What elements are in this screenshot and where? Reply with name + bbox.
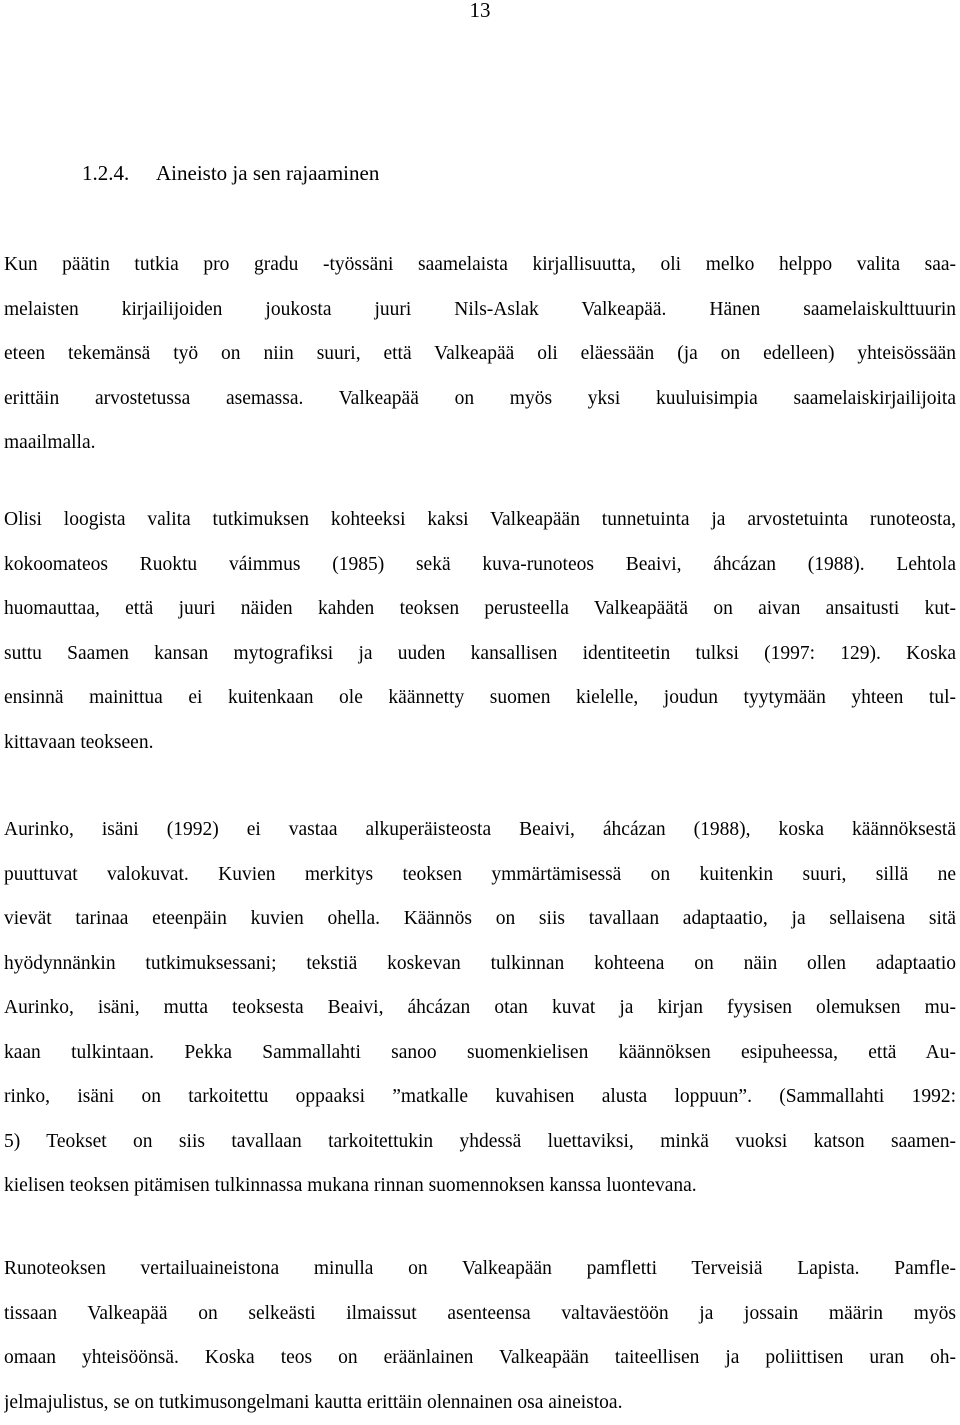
paragraph-line: kaan tulkintaan. Pekka Sammallahti sanoo suomenkielisen käännöksen esipuheessa, että Au- [4, 1031, 956, 1076]
paragraph-line: puuttuvat valokuvat. Kuvien merkitys teoksen ymmärtämisessä on kuitenkin suuri, sillä ne [4, 853, 956, 898]
paragraph-line: Aurinko, isäni, mutta teoksesta Beaivi, áhcázan otan kuvat ja kirjan fyysisen olemuksen mu- [4, 986, 956, 1031]
paragraph-line: melaisten kirjailijoiden joukosta juuri Nils-Aslak Valkeapää. Hänen saamelaiskulttuurin [4, 288, 956, 333]
paragraph [4, 243, 956, 466]
page-number: 13 [0, 0, 960, 24]
paragraph-line: tissaan Valkeapää on selkeästi ilmaissut asenteensa valtaväestöön ja jossain määrin myös [4, 1292, 956, 1337]
paragraph-line: maailmalla. [4, 421, 956, 466]
paragraph-line: suttu Saamen kansan mytografiksi ja uuden kansallisen identiteetin tulksi (1997: 129). Koska [4, 632, 956, 677]
paragraph [4, 1247, 956, 1425]
paragraph-line: erittäin arvostetussa asemassa. Valkeapää on myös yksi kuuluisimpia saamelaiskirjailijoita [4, 377, 956, 422]
paragraph-line: Runoteoksen vertailuaineistona minulla on Valkeapään pamfletti Terveisiä Lapista. Pamfle- [4, 1247, 956, 1292]
paragraph-line: hyödynnänkin tutkimuksessani; tekstiä koskevan tulkinnan kohteena on näin ollen adaptaatio [4, 942, 956, 987]
paragraph-line: vievät tarinaa eteenpäin kuvien ohella. Käännös on siis tavallaan adaptaatio, ja sellaisena sitä [4, 897, 956, 942]
paragraph-line: omaan yhteisöönsä. Koska teos on eräänlainen Valkeapään taiteellisen ja poliittisen uran oh- [4, 1336, 956, 1381]
paragraph-line: 5) Teokset on siis tavallaan tarkoitettukin yhdessä luettaviksi, minkä vuoksi katson saamen- [4, 1120, 956, 1165]
paragraph-line: eteen tekemänsä työ on niin suuri, että Valkeapää oli eläessään (ja on edelleen) yhteisössään [4, 332, 956, 377]
paragraph-line: kittavaan teokseen. [4, 721, 956, 766]
paragraph-line: Olisi loogista valita tutkimuksen kohteeksi kaksi Valkeapään tunnetuinta ja arvostetuinta runoteosta, [4, 498, 956, 543]
paragraph [4, 808, 956, 1209]
paragraph-line: Kun päätin tutkia pro gradu -työssäni saamelaista kirjallisuutta, oli melko helppo valita saa- [4, 243, 956, 288]
section-number: 1.2.4. [82, 158, 156, 188]
section-title: Aineisto ja sen rajaaminen [156, 161, 379, 185]
paragraph-line: rinko, isäni on tarkoitettu oppaaksi ”matkalle kuvahisen alusta loppuun”. (Sammallahti 1992: [4, 1075, 956, 1120]
paragraph-line: jelmajulistus, se on tutkimusongelmani kautta erittäin olennainen osa aineistoa. [4, 1381, 956, 1425]
paragraph-line: ensinnä mainittua ei kuitenkaan ole käännetty suomen kielelle, joudun tyytymään yhteen tul- [4, 676, 956, 721]
section-heading [82, 158, 379, 188]
paragraph-line: kielisen teoksen pitämisen tulkinnassa mukana rinnan suomennoksen kanssa luontevana. [4, 1164, 956, 1209]
paragraph-line: kokoomateos Ruoktu váimmus (1985) sekä kuva-runoteos Beaivi, áhcázan (1988). Lehtola [4, 543, 956, 588]
paragraph-line: huomauttaa, että juuri näiden kahden teoksen perusteella Valkeapäätä on aivan ansaitusti kut- [4, 587, 956, 632]
paragraph-line: Aurinko, isäni (1992) ei vastaa alkuperäisteosta Beaivi, áhcázan (1988), koska käännöksestä [4, 808, 956, 853]
paragraph [4, 498, 956, 765]
